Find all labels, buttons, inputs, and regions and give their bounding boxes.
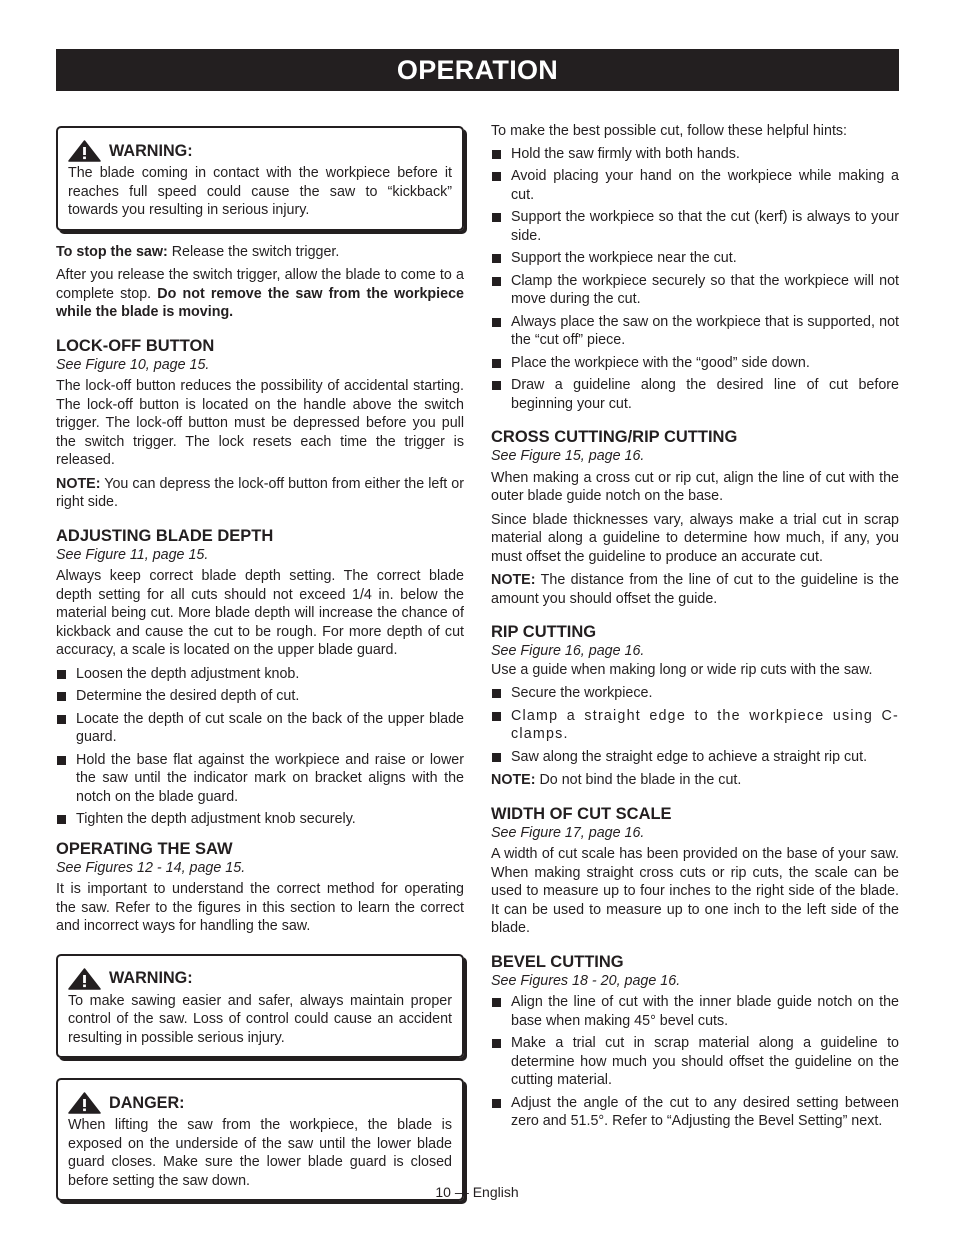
note-label: NOTE: [491,772,536,788]
operating-saw-heading: OPERATING THE SAW [56,839,233,858]
bevel-cutting-steps [491,993,899,1131]
blade-depth-steps [56,665,464,829]
width-scale-figure-ref: See Figure 17, page 16. [491,824,645,841]
note-text: Do not bind the blade in the cut. [535,772,742,788]
warning-title [68,968,452,990]
lock-off-note [56,475,464,512]
blade-depth-heading: ADJUSTING BLADE DEPTH [56,526,274,545]
danger-title [68,1092,452,1114]
list-item: Support the workpiece so that the cut (kerf) is always to your side. [491,208,899,245]
hints-list [491,145,899,414]
list-item: Always place the saw on the workpiece that is supported, not the “cut off” piece. [491,313,899,350]
note-text: The distance from the line of cut to the guideline is the amount you should offset the guide. [491,572,899,607]
list-item: Loosen the depth adjustment knob. [56,665,464,684]
rip-cutting-intro: Use a guide when making long or wide rip cuts with the saw. [491,661,873,678]
list-item: Clamp the workpiece securely so that the workpiece will not move during the cut. [491,272,899,309]
width-scale-heading: WIDTH OF CUT SCALE [491,804,672,823]
lock-off-body: The lock-off button reduces the possibility of accidental starting. The lock-off button is located on the handle above the switch trigger. The lock-off button must be depressed before you pull the switch trigger. The lock resets each time the trigger is released. [56,378,464,468]
list-item: Align the line of cut with the inner blade guide notch on the base when making 45° bevel cuts. [491,993,899,1030]
page-footer: 10 — English [435,1184,519,1200]
warning-text: To make sawing easier and safer, always maintain proper control of the saw. Loss of control could cause an accident resulting in possible serious injury. [68,992,452,1046]
stop-saw-paragraph [56,243,464,262]
page-header-bar [56,49,899,91]
bevel-cutting-figure-ref: See Figures 18 - 20, page 16. [491,972,681,989]
list-item: Support the workpiece near the cut. [491,249,899,268]
rip-cutting-note [491,771,899,790]
list-item: Make a trial cut in scrap material along a guideline to determine how much you should offset the guideline on the cutting material. [491,1034,899,1090]
operating-saw-body: It is important to understand the correct method for operating the saw. Refer to the figures in this section to learn the correct and incorrect ways for handling the saw. [56,881,464,934]
bevel-cutting-heading: BEVEL CUTTING [491,952,624,971]
list-item: Saw along the straight edge to achieve a straight rip cut. [491,748,899,767]
cross-cutting-note [491,571,899,608]
list-item: Place the workpiece with the “good” side down. [491,354,899,373]
list-item: Hold the saw firmly with both hands. [491,145,899,164]
right-column [491,122,899,1136]
left-column [56,122,464,1213]
cross-cutting-p2: Since blade thicknesses vary, always make a trial cut in scrap material along a guideline to determine how much, if any, you must offset the guideline to produce an accurate cut. [491,511,899,565]
warning-text: The blade coming in contact with the workpiece before it reaches full speed could cause the saw to “kickback” towards you resulting in serious injury. [68,165,452,218]
cross-cutting-p1: When making a cross cut or rip cut, align the line of cut with the outer blade guide notch on the base. [491,469,899,504]
stop-saw-label: To stop the saw: [56,243,168,260]
list-item: Draw a guideline along the desired line of cut before beginning your cut. [491,376,899,413]
list-item: Determine the desired depth of cut. [56,687,464,706]
after-release-paragraph [56,266,464,322]
note-label: NOTE: [56,475,101,492]
list-item: Adjust the angle of the cut to any desired setting between zero and 51.5°. Refer to “Adjusting the Bevel Setting” next. [491,1094,899,1131]
warning-triangle-icon [68,140,101,162]
cross-cutting-figure-ref: See Figure 15, page 16. [491,448,645,464]
list-item: Clamp a straight edge to the workpiece using C-clamps. [491,707,899,744]
warning-label: WARNING: [109,141,193,160]
cross-cutting-heading: CROSS CUTTING/RIP CUTTING [491,428,738,446]
warning-box-control [56,954,464,1059]
lock-off-figure-ref: See Figure 10, page 15. [56,356,210,373]
width-scale-body: A width of cut scale has been provided on the base of your saw. When making straight cross cuts or rip cuts, the scale can be used to measure up to four inches to the right side of the blade. It can be used to measure up to one inch to the left side of the blade. [491,846,899,936]
list-item: Secure the workpiece. [491,684,899,703]
after-release-bold: Do not remove the saw from the workpiece while the blade is moving. [56,285,464,320]
warning-title [68,140,452,162]
lock-off-heading: LOCK-OFF BUTTON [56,336,215,355]
note-label: NOTE: [491,572,536,588]
blade-depth-body: Always keep correct blade depth setting. The correct blade depth setting for all cuts should not exceed 1/4 in. below the material being cut. More blade depth will increase the chance of kickback and cause the cut to be rough. For more depth of cut accuracy, a scale is located on the upper blade guard. [56,568,464,658]
stop-saw-text: Release the switch trigger. [167,243,340,260]
warning-label: WARNING: [109,969,193,988]
rip-cutting-heading: RIP CUTTING [491,623,597,641]
list-item: Tighten the depth adjustment knob securely. [56,810,464,829]
after-release-text: After you release the switch trigger, allow the blade to come to a complete stop. [56,267,464,302]
danger-label: DANGER: [109,1093,185,1112]
operating-saw-figure-ref: See Figures 12 - 14, page 15. [56,859,246,876]
rip-cutting-steps [491,684,899,766]
warning-box-kickback [56,126,464,231]
warning-triangle-icon [68,968,101,990]
hints-intro: To make the best possible cut, follow these helpful hints: [491,123,848,139]
list-item: Avoid placing your hand on the workpiece while making a cut. [491,167,899,204]
list-item: Locate the depth of cut scale on the back of the upper blade guard. [56,710,464,747]
danger-text: When lifting the saw from the workpiece, the blade is exposed on the underside of the saw until the lower blade guard closes. Make sure the lower blade guard is closed before setting the saw down. [68,1117,452,1189]
rip-cutting-figure-ref: See Figure 16, page 16. [491,643,645,659]
danger-triangle-icon [68,1092,101,1114]
blade-depth-figure-ref: See Figure 11, page 15. [56,546,209,563]
list-item: Hold the base flat against the workpiece and raise or lower the saw until the indicator mark on bracket aligns with the notch on the blade guard. [56,751,464,807]
page-title: OPERATION [396,54,559,85]
note-text: You can depress the lock-off button from either the left or right side. [56,475,464,510]
